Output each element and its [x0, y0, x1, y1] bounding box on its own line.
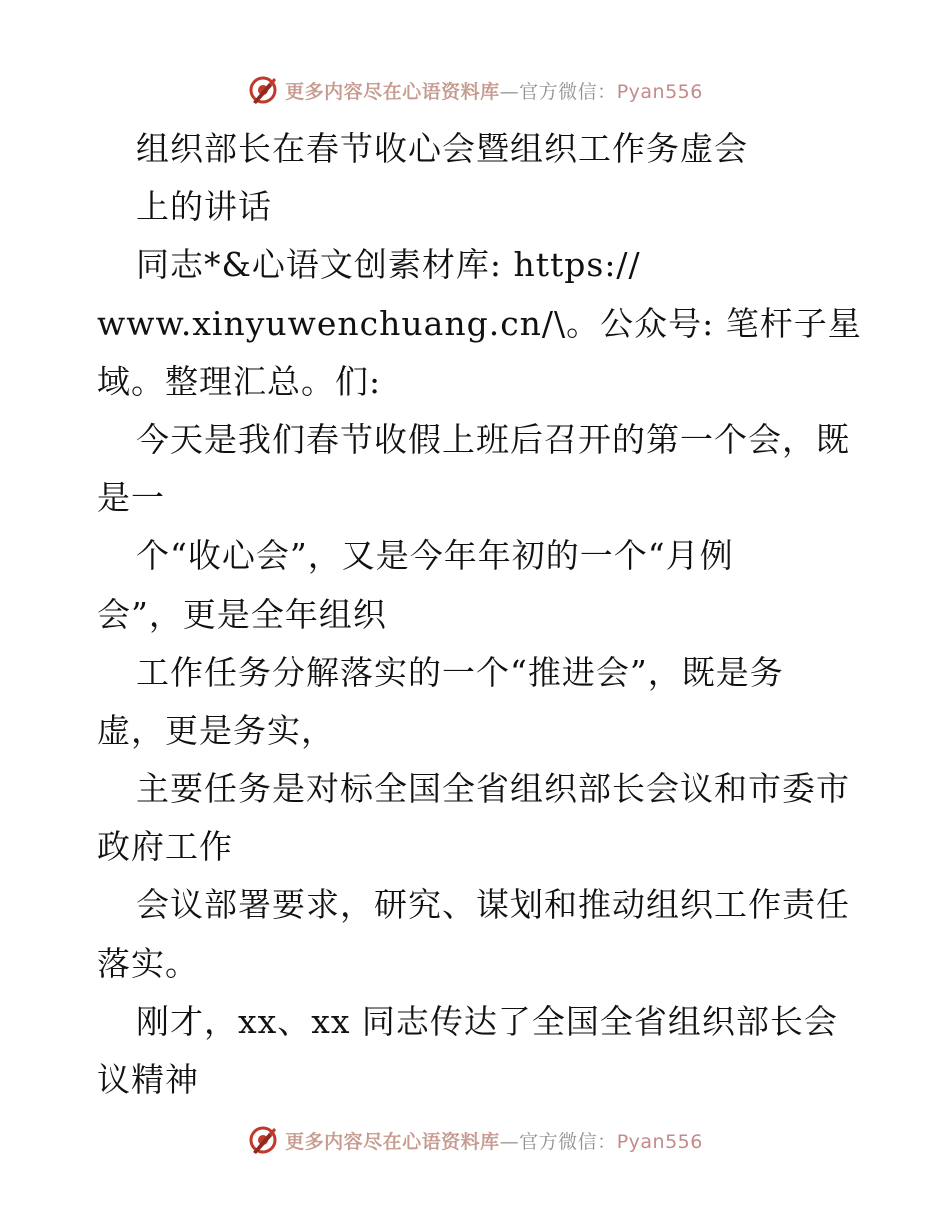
- watermark-sub-text: 官方微信：: [519, 80, 617, 103]
- text-line: 域。整理汇总。们:: [97, 361, 382, 401]
- pen-logo-icon: [247, 1124, 279, 1156]
- text-line: 组织部长在春节收心会暨组织工作务虚会: [136, 129, 748, 168]
- document-body: [97, 120, 862, 1109]
- watermark-dash: —: [499, 1130, 520, 1153]
- text-line: www.xinyuwenchuang.cn/\。公众号: 笔杆子星: [97, 303, 862, 343]
- text-line: 刚才，xx、xx 同志传达了全国全省组织部长会: [136, 1001, 838, 1041]
- text-line: 同志*&心语文创素材库: https://: [136, 245, 641, 285]
- watermark-header-content: [247, 74, 703, 106]
- watermark-footer: [0, 1120, 950, 1160]
- text-line: 个“收心会”，又是今年年初的一个“月例: [136, 536, 734, 576]
- pen-logo-icon: [247, 74, 279, 106]
- watermark-wechat-id: Pyan556: [616, 1130, 703, 1153]
- watermark-wechat-id: Pyan556: [616, 80, 703, 103]
- text-line: 落实。: [97, 943, 199, 983]
- watermark-footer-content: [247, 1124, 703, 1156]
- watermark-main-text: 更多内容尽在心语资料库: [285, 80, 500, 103]
- text-line: 主要任务是对标全国全省组织部长会议和市委市: [136, 769, 850, 809]
- text-line: 会议部署要求，研究、谋划和推动组织工作责任: [136, 885, 850, 925]
- watermark-header: [0, 70, 950, 110]
- watermark-main-text: 更多内容尽在心语资料库: [285, 1130, 500, 1153]
- text-line: 上的讲话: [136, 187, 272, 227]
- watermark-dash: —: [499, 80, 520, 103]
- text-line: 工作任务分解落实的一个“推进会”，既是务: [136, 652, 784, 692]
- text-line: 今天是我们春节收假上班后召开的第一个会，既: [136, 419, 850, 459]
- text-line: 政府工作: [97, 827, 233, 867]
- text-line: 是一: [97, 478, 165, 518]
- text-line: 议精神: [97, 1060, 199, 1099]
- text-line: 会”，更是全年组织: [97, 594, 387, 634]
- text-line: 虚，更是务实，: [97, 710, 335, 750]
- watermark-sub-text: 官方微信：: [519, 1130, 617, 1153]
